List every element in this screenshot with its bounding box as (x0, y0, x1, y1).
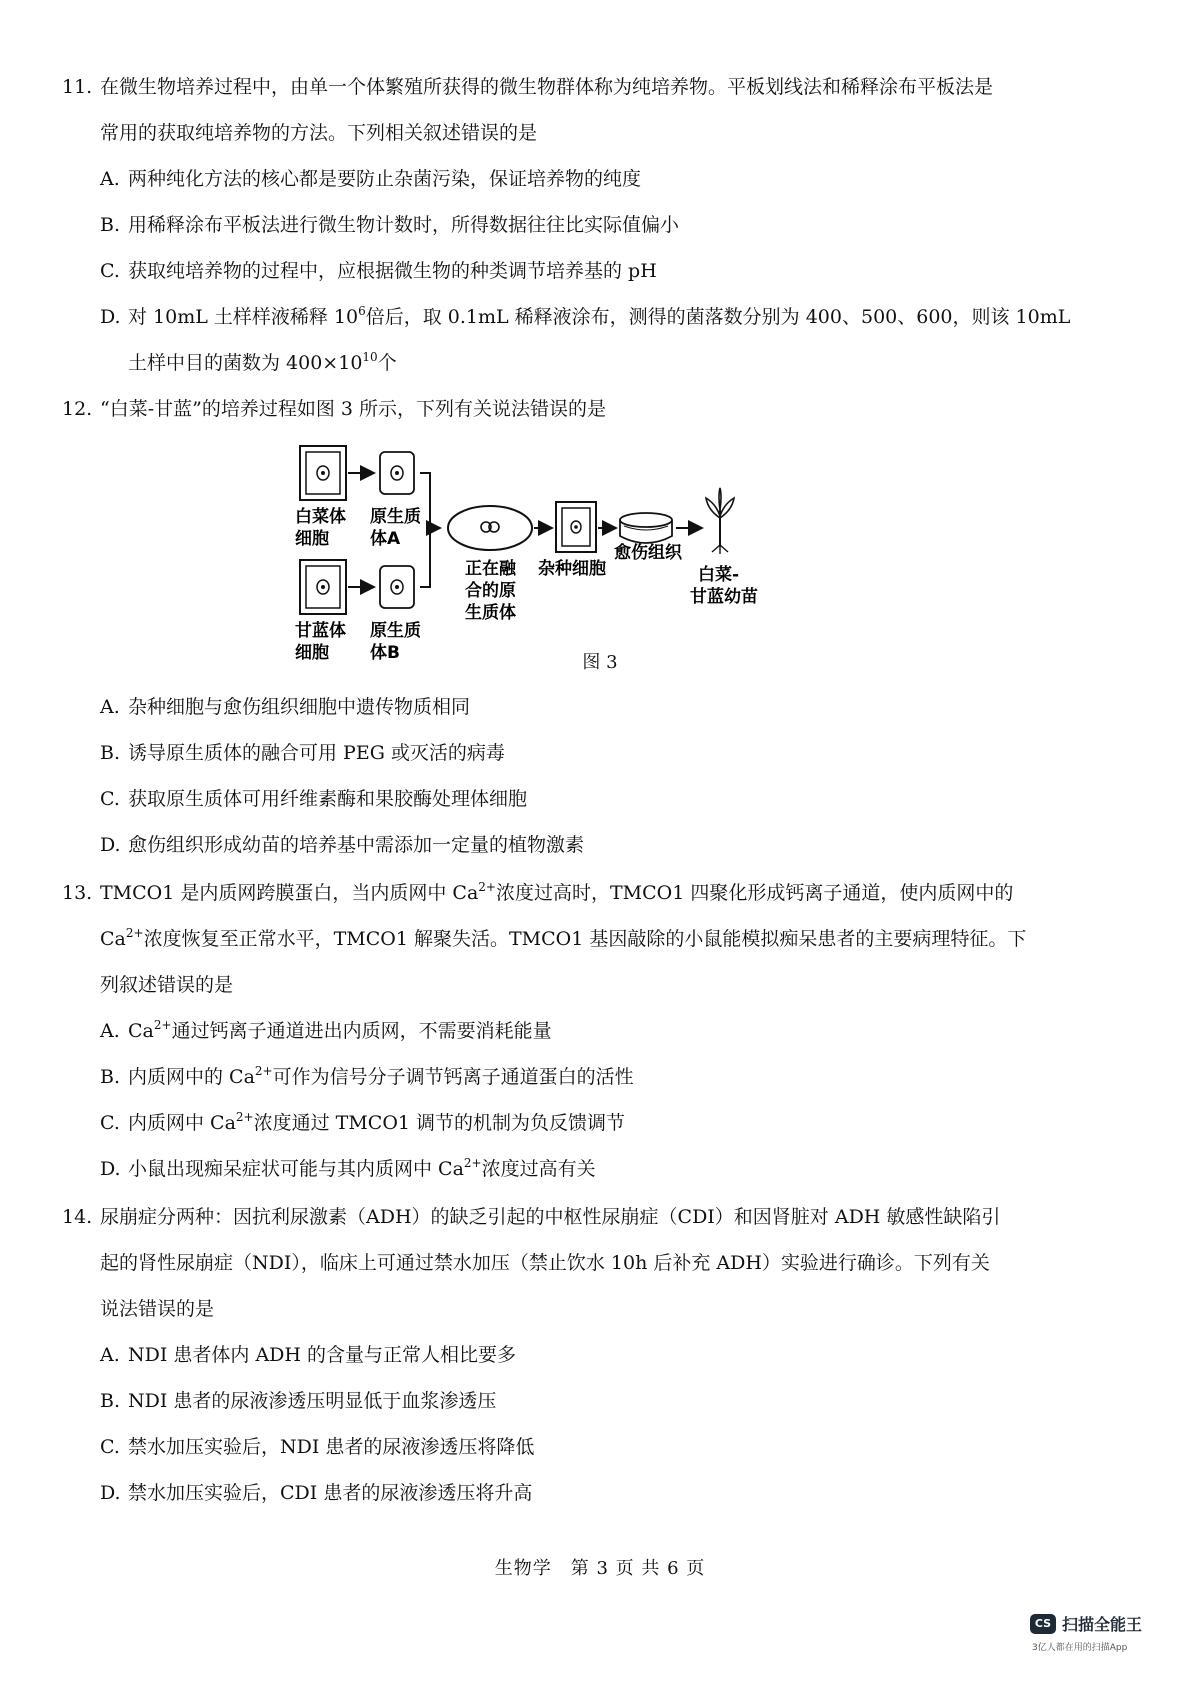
question-stem-continued: 常用的获取纯培养物的方法。下列相关叙述错误的是 (100, 122, 538, 144)
hybrid-cell-icon (556, 502, 596, 552)
question-number: 13. (62, 882, 93, 904)
option-letter: C. (100, 1436, 120, 1458)
option-c (62, 776, 1102, 822)
option-letter: A. (100, 1020, 120, 1042)
option-text: 诱导原生质体的融合可用 PEG 或灭活的病毒 (128, 742, 505, 764)
cabbage-cell-icon (300, 446, 346, 500)
option-text: 可作为信号分子调节钙离子通道蛋白的活性 (272, 1066, 634, 1088)
option-text: 内质网中的 Ca (128, 1066, 255, 1088)
question-12 (62, 386, 1102, 432)
camscanner-logo-icon: CS (1030, 1614, 1056, 1634)
question-stem: 尿崩症分两种：因抗利尿激素（ADH）的缺乏引起的中枢性尿崩症（CDI）和因肾脏对 ADH 敏感性缺陷引 (100, 1206, 1001, 1228)
option-text: 禁水加压实验后，CDI 患者的尿液渗透压将升高 (128, 1482, 533, 1504)
option-text: Ca (128, 1020, 154, 1042)
protoplast-b-label: 原生质 (370, 621, 421, 641)
option-text: NDI 患者的尿液渗透压明显低于血浆渗透压 (128, 1390, 497, 1412)
fusing-label: 正在融 (465, 559, 516, 579)
fusing-protoplast-icon (448, 506, 532, 550)
watermark-tagline: 3亿人都在用的扫描App (1032, 1643, 1128, 1653)
option-text: 禁水加压实验后，NDI 患者的尿液渗透压将降低 (128, 1436, 535, 1458)
ion-charge: 2+ (254, 1064, 273, 1078)
option-c (62, 1100, 1102, 1146)
figure-caption: 图 3 (582, 652, 618, 673)
fusing-label: 生质体 (465, 603, 516, 623)
option-letter: A. (100, 168, 120, 190)
option-text: 两种纯化方法的核心都是要防止杂菌污染，保证培养物的纯度 (128, 168, 642, 190)
kale-cell-label: 甘蓝体 (295, 621, 346, 641)
option-b (62, 1054, 1102, 1100)
protoplast-a-label: 原生质 (370, 507, 421, 527)
option-text: 土样中目的菌数为 400×10 (128, 352, 363, 374)
option-a (62, 1332, 1102, 1378)
question-12-options (62, 684, 1102, 868)
option-letter: D. (100, 1158, 121, 1180)
question-11 (62, 64, 1102, 386)
protoplast-a-label: 体A (370, 529, 401, 549)
option-letter: B. (100, 1390, 121, 1412)
option-letter: A. (100, 696, 120, 718)
option-text: 对 10mL 土样样液稀释 10 (128, 306, 359, 328)
kale-cell-label: 细胞 (295, 643, 329, 663)
exponent: 10 (362, 350, 378, 364)
ion-charge: 2+ (478, 880, 496, 894)
protoplast-b-icon (380, 566, 414, 608)
question-stem: 浓度过高时，TMCO1 四聚化形成钙离子通道，使内质网中的 (495, 882, 1014, 904)
option-text: 小鼠出现痴呆症状可能与其内质网中 Ca (128, 1158, 464, 1180)
question-stem-continued: 说法错误的是 (100, 1298, 215, 1320)
option-text: NDI 患者体内 ADH 的含量与正常人相比要多 (128, 1344, 517, 1366)
option-d (62, 1146, 1102, 1192)
protoplast-a-icon (380, 452, 414, 494)
question-stem: 在微生物培养过程中，由单一个体繁殖所获得的微生物群体称为纯培养物。平板划线法和稀释涂布平板法是 (100, 76, 994, 98)
callus-label: 愈伤组织 (614, 543, 682, 563)
question-13 (62, 870, 1102, 1192)
question-number: 14. (62, 1206, 93, 1228)
option-text: 通过钙离子通道进出内质网，不需要消耗能量 (171, 1020, 552, 1042)
option-letter: C. (100, 260, 120, 282)
question-stem: 浓度恢复至正常水平，TMCO1 解聚失活。TMCO1 基因敲除的小鼠能模拟痴呆患者的主要病理特征。下 (143, 928, 1027, 950)
seedling-icon (706, 488, 734, 554)
protoplast-b-label: 体B (370, 643, 400, 663)
option-d (62, 1470, 1102, 1516)
option-text: 获取原生质体可用纤维素酶和果胶酶处理体细胞 (128, 788, 528, 810)
question-stem: “白菜-甘蓝”的培养过程如图 3 所示，下列有关说法错误的是 (100, 398, 607, 420)
seedling-label: 白菜- (698, 565, 740, 585)
option-text: 用稀释涂布平板法进行微生物计数时，所得数据往往比实际值偏小 (128, 214, 680, 236)
kale-cell-icon (300, 560, 346, 614)
option-c (62, 1424, 1102, 1470)
question-number: 12. (62, 398, 93, 420)
ion-charge: 2+ (463, 1156, 482, 1170)
page-footer: 生物学 第 3 页 共 6 页 (494, 1558, 706, 1579)
option-b (62, 202, 1102, 248)
scanner-watermark (1030, 1612, 1170, 1656)
question-number: 11. (62, 76, 93, 98)
option-text: 个 (377, 352, 397, 374)
ion-charge: 2+ (235, 1110, 254, 1124)
option-a (62, 684, 1102, 730)
exponent: 6 (358, 304, 366, 318)
option-letter: D. (100, 1482, 121, 1504)
option-b (62, 730, 1102, 776)
seedling-label: 甘蓝幼苗 (690, 587, 758, 607)
cabbage-cell-label: 白菜体 (295, 507, 346, 527)
question-stem: Ca (100, 928, 126, 950)
option-text: 浓度通过 TMCO1 调节的机制为负反馈调节 (253, 1112, 626, 1134)
option-d (62, 294, 1102, 386)
option-text: 杂种细胞与愈伤组织细胞中遗传物质相同 (128, 696, 471, 718)
ion-charge: 2+ (125, 926, 144, 940)
callus-dish-icon (620, 513, 672, 543)
option-text: 获取纯培养物的过程中，应根据微生物的种类调节培养基的 pH (128, 260, 657, 282)
question-stem: TMCO1 是内质网跨膜蛋白，当内质网中 Ca (100, 882, 479, 904)
watermark-name: 扫描全能王 (1062, 1615, 1143, 1634)
option-letter: D. (100, 306, 121, 328)
ion-charge: 2+ (153, 1018, 172, 1032)
figure-3-diagram (290, 440, 850, 670)
option-letter: A. (100, 1344, 120, 1366)
merge-bracket (420, 473, 430, 587)
option-letter: D. (100, 834, 121, 856)
question-stem-continued: 列叙述错误的是 (100, 974, 234, 996)
option-text: 愈伤组织形成幼苗的培养基中需添加一定量的植物激素 (128, 834, 585, 856)
option-letter: B. (100, 1066, 121, 1088)
option-a (62, 1008, 1102, 1054)
option-b (62, 1378, 1102, 1424)
question-14 (62, 1194, 1102, 1516)
question-stem-continued: 起的肾性尿崩症（NDI），临床上可通过禁水加压（禁止饮水 10h 后补充 ADH）实验进行确诊。下列有关 (100, 1252, 990, 1274)
option-text: 内质网中 Ca (128, 1112, 236, 1134)
option-letter: C. (100, 1112, 120, 1134)
hybrid-cell-label: 杂种细胞 (538, 559, 606, 579)
option-text: 浓度过高有关 (481, 1158, 596, 1180)
cabbage-cell-label: 细胞 (295, 529, 329, 549)
option-d (62, 822, 1102, 868)
option-text: 倍后，取 0.1mL 稀释液涂布，测得的菌落数分别为 400、500、600，则该 10mL (365, 306, 1071, 328)
option-letter: B. (100, 214, 121, 236)
option-a (62, 156, 1102, 202)
option-letter: B. (100, 742, 121, 764)
fusing-label: 合的原 (465, 581, 516, 601)
option-letter: C. (100, 788, 120, 810)
option-c (62, 248, 1102, 294)
